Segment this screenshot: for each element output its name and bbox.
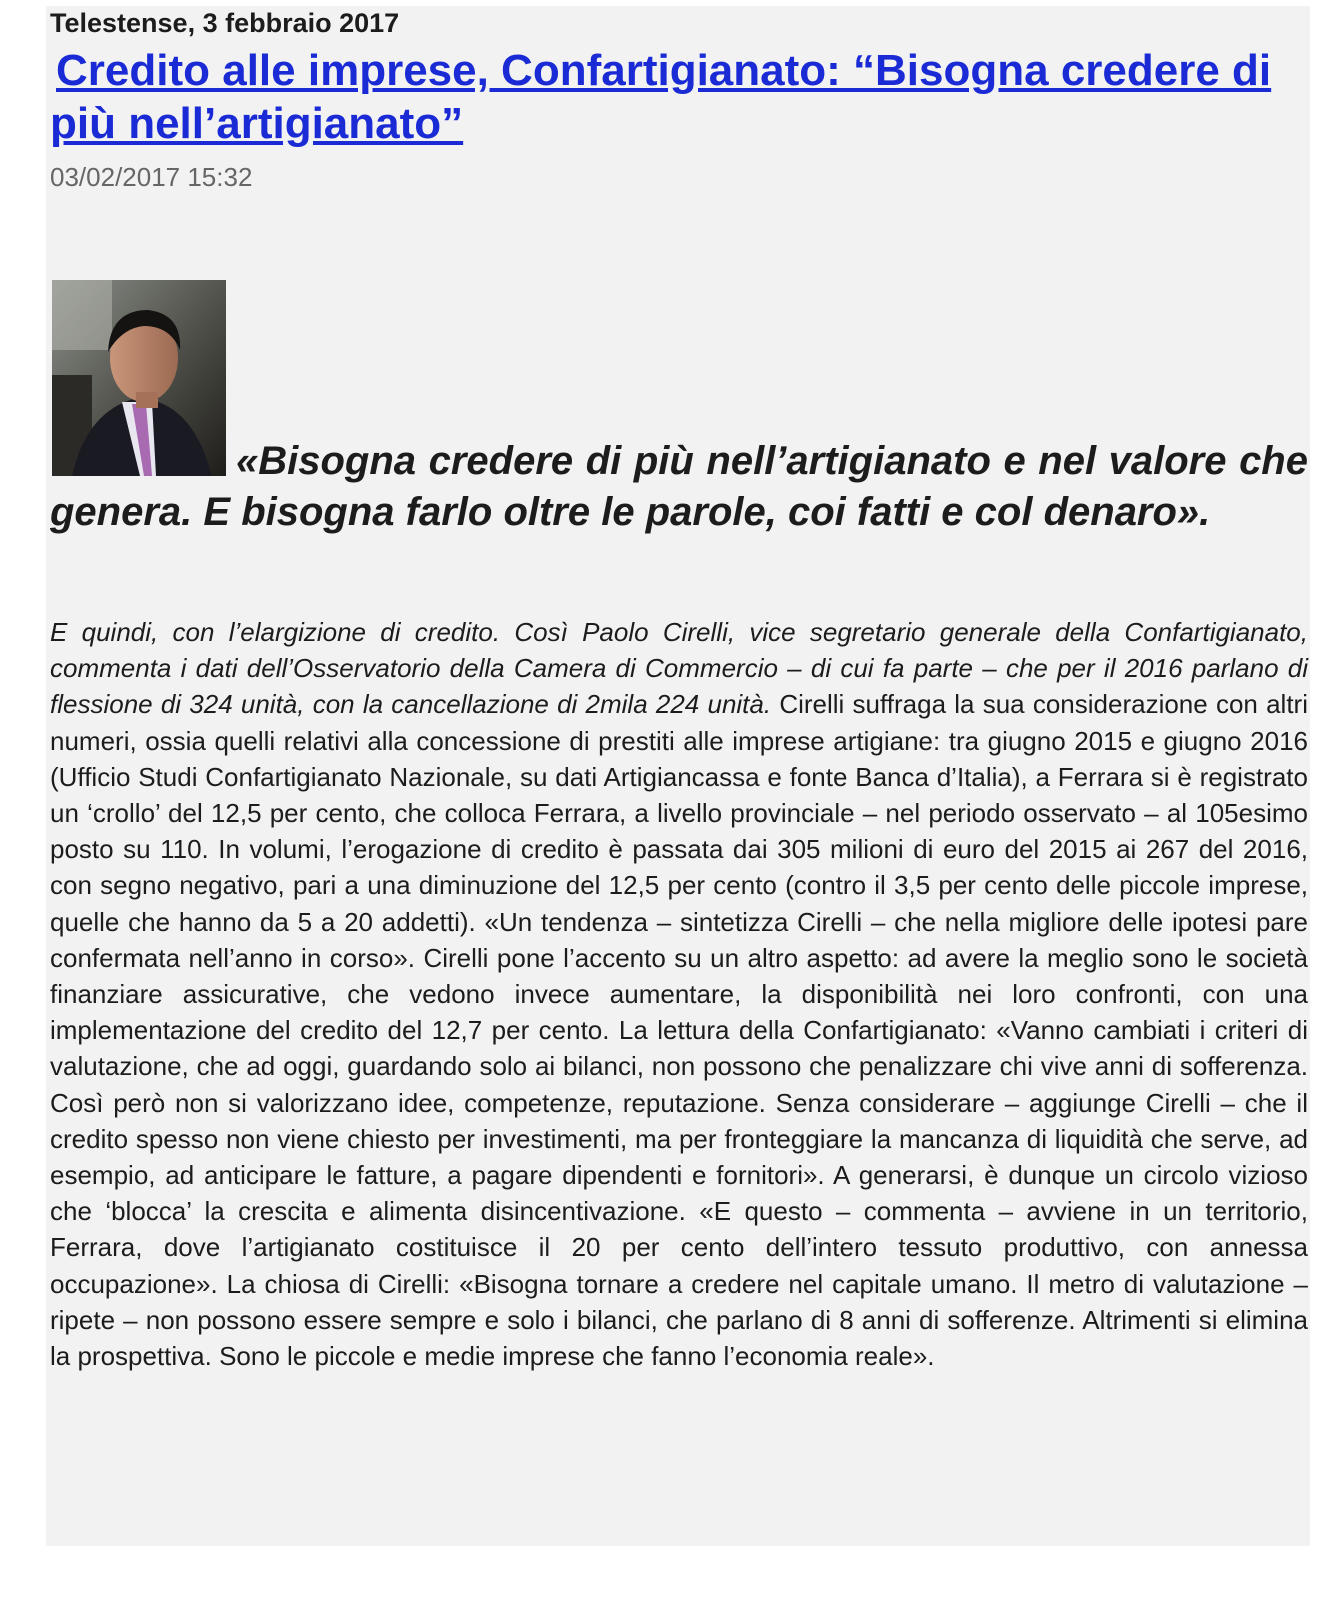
lead-paragraph: E quindi, con l’elargizione di credito. Così Paolo Cirelli, vice segretario generale della Confartigianato, commenta i dati dell’Osservatorio della Camera di Commercio – di cui fa parte – che per il 2016 parlano di flessione di 324 unità, con la cancellazione di 2mila 224 unità. <box>50 617 1308 720</box>
timestamp: 03/02/2017 15:32 <box>50 162 253 192</box>
pull-quote: «Bisogna credere di più nell’artigianato e nel valore che genera. E bisogna farlo oltre le parole, coi fatti e col denaro». <box>50 439 1308 534</box>
article-body <box>50 614 1308 1374</box>
headline <box>50 44 1290 150</box>
source-date: Telestense, 3 febbraio 2017 <box>50 8 400 38</box>
body-paragraph: Cirelli suffraga la sua considerazione con altri numeri, ossia quelli relativi alla concessione di prestiti alle imprese artigiane: tra giugno 2015 e giugno 2016 (Ufficio Studi Confartigianato Nazionale, su dati Artigiancassa e fonte Banca d’Italia), a Ferrara si è registrato un ‘crollo’ del 12,5 per cento, che colloca Ferrara, a livello provinciale – nel periodo osservato – al 105esimo posto su 110. In volumi, l’erogazione di credito è passata dai 305 milioni di euro del 2015 ai 267 del 2016, con segno negativo, pari a una diminuzione del 12,5 per cento (contro il 3,5 per cento delle piccole imprese, quelle che hanno da 5 a 20 addetti). «Un tendenza – sintetizza Cirelli – che nella migliore delle ipotesi pare confermata nell’anno in corso». Cirelli pone l’accento su un altro aspetto: ad avere la meglio sono le società finanziare assicurative, che vedono invece aumentare, la disponibilità nei loro confronti, con una implementazione del credito del 12,7 per cento. La lettura della Confartigianato: «Vanno cambiati i criteri di valutazione, che ad oggi, guardando solo ai bilanci, non possono che penalizzare chi vive anni di sofferenza. Così però non si valorizzano idee, competenze, reputazione. Senza considerare – aggiunge Cirelli – che il credito spesso non viene chiesto per investimenti, ma per fronteggiare la mancanza di liquidità che serve, ad esempio, ad anticipare le fatture, a pagare dipendenti e fornitori». A generarsi, è dunque un circolo vizioso che ‘blocca’ la crescita e alimenta disincentivazione. «E questo – commenta – avviene in un territorio, Ferrara, dove l’artigianato costituisce il 20 per cento dell’intero tessuto produttivo, con annessa occupazione». La chiosa di Cirelli: «Bisogna tornare a credere nel capitale umano. Il metro di valutazione – ripete – non possono essere sempre e solo i bilanci, che parlano di 8 anni di sofferenze. Altrimenti si elimina la prospettiva. Sono le piccole e medie imprese che fanno l’economia reale». <box>50 689 1308 1372</box>
headline-text: Credito alle imprese, Confartigianato: “Bisogna credere di più nell’artigianato” <box>50 46 1272 148</box>
headline-link[interactable] <box>50 46 1271 148</box>
